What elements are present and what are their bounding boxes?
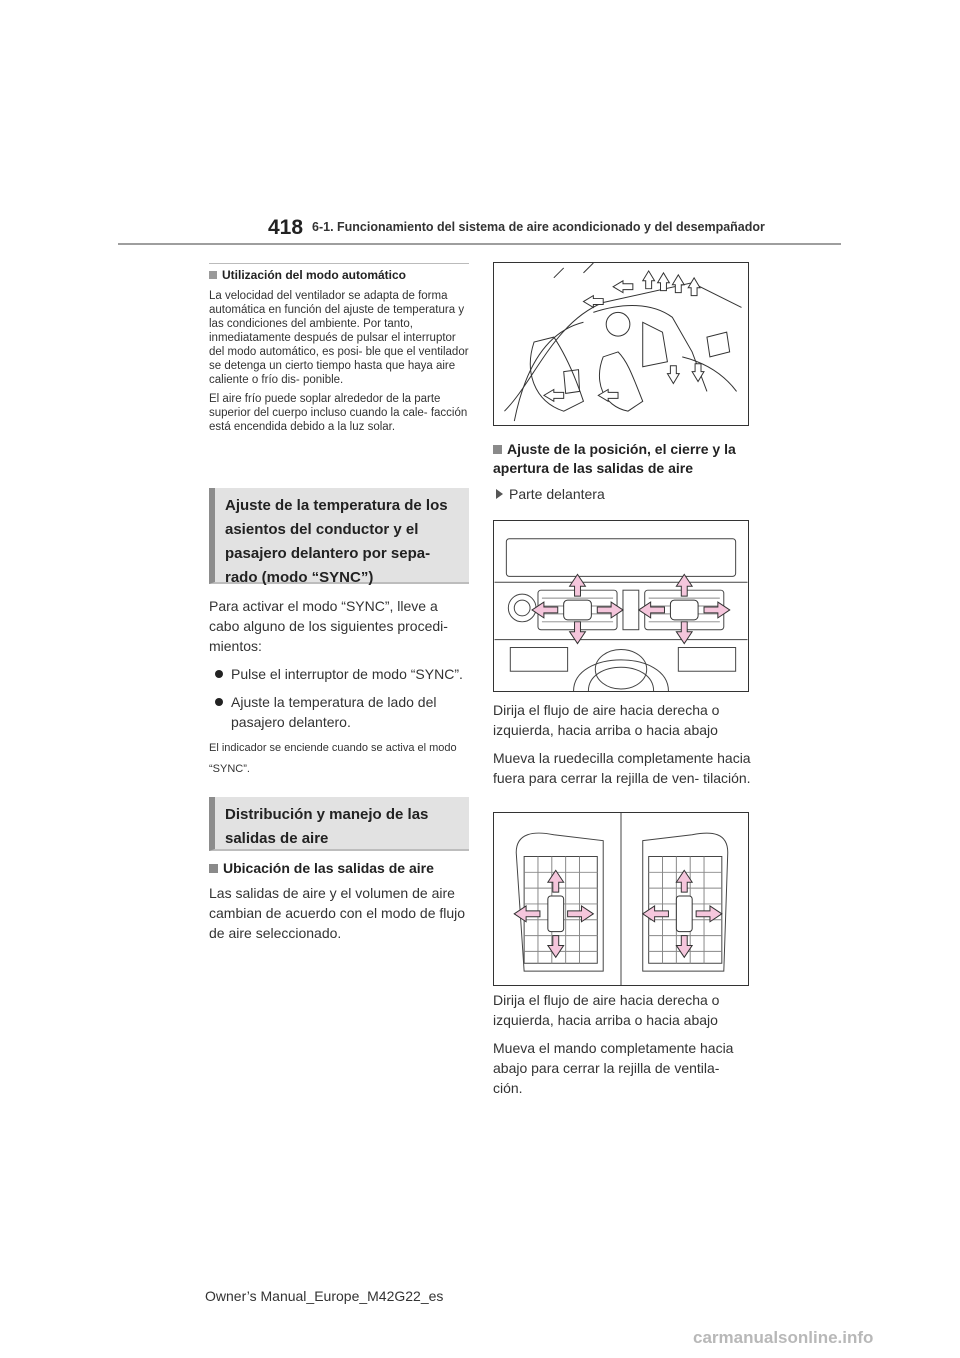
- arrow-left-icon: [583, 296, 603, 308]
- sync-bullet-2: Ajuste la temperatura de lado del pasajero delantero.: [213, 692, 473, 732]
- sync-block: [209, 596, 469, 780]
- arrow-up-icon: [570, 574, 586, 596]
- side-close-text: Mueva el mando completamente hacia abajo para cerrar la rejilla de ventila- ción.: [493, 1040, 734, 1096]
- sync-section-heading: [209, 488, 469, 584]
- vent-knob: [676, 896, 692, 932]
- square-bullet-icon: [493, 445, 502, 454]
- square-bullet-icon: [209, 271, 217, 279]
- sync-note: El indicador se enciende cuando se activa el modo “SYNC”.: [209, 742, 457, 775]
- arrow-up-icon: [548, 870, 564, 892]
- vent-knob: [564, 600, 592, 620]
- adjust-heading: [493, 440, 751, 478]
- footer-text: Owner’s Manual_Europe_M42G22_es: [205, 1288, 444, 1304]
- arrow-up-icon: [688, 278, 700, 296]
- front-direct-text: Dirija el flujo de aire hacia derecha o izquierda, hacia arriba o hacia abajo: [493, 702, 720, 738]
- section-title-line: rado (modo “SYNC”): [225, 569, 374, 586]
- section-title-line: pasajero delantero por sepa-: [225, 545, 431, 562]
- arrow-left-icon: [639, 602, 665, 618]
- arrow-down-icon: [548, 936, 564, 958]
- arrow-down-icon: [676, 622, 692, 644]
- arrow-down-icon: [570, 622, 586, 644]
- side-instructions: [493, 990, 751, 1098]
- arrow-down-icon: [667, 366, 679, 384]
- chapter-title: 6-1. Funcionamiento del sistema de aire acondicionado y del desempañador: [312, 220, 765, 234]
- auto-mode-block: [209, 268, 469, 434]
- auto-mode-note: El aire frío puede soplar alrededor de la parte superior del cuerpo incluso cuando la cale- facción está encendida debido a la luz solar.: [209, 393, 468, 433]
- section-title-line: asientos del conductor y el: [225, 521, 419, 538]
- arrow-left-icon: [598, 389, 618, 401]
- header-divider: [118, 243, 841, 245]
- arrow-up-icon: [643, 271, 655, 289]
- adjust-heading-text: Ajuste de la posición, el cierre y la apertura de las salidas de aire: [493, 441, 736, 476]
- watermark: carmanualsonline.info: [693, 1328, 874, 1347]
- location-heading: Ubicación de las salidas de aire: [209, 859, 469, 878]
- arrow-up-icon: [676, 574, 692, 596]
- subheading-rule: [209, 263, 469, 264]
- arrow-left-icon: [613, 281, 633, 293]
- auto-mode-paragraph: La velocidad del ventilador se adapta de forma automática en función del ajuste de temperatura y las condiciones del ambiente. Por tanto, inmediatamente después de pulsar el interruptor del modo automático, es posi- ble que el ventilador se detenga un cierto tiempo hasta que haya aire caliente o frío dis- ponible.: [209, 290, 469, 386]
- arrow-left-icon: [544, 389, 564, 401]
- side-vents-illustration: [493, 812, 749, 986]
- location-block: [209, 859, 469, 943]
- outlets-section-heading: [209, 797, 469, 851]
- front-close-text: Mueva la ruedecilla completamente hacia fuera para cerrar la rejilla de ven- tilación.: [493, 750, 751, 786]
- location-paragraph: Las salidas de aire y el volumen de aire cambian de acuerdo con el modo de flujo de aire seleccionado.: [209, 885, 466, 941]
- dashboard-outline: [504, 283, 741, 411]
- vent-knob: [670, 600, 698, 620]
- front-label: Parte delantera: [493, 484, 767, 504]
- section-title-line: salidas de aire: [225, 830, 329, 847]
- front-vents-illustration: [493, 520, 749, 692]
- arrow-right-icon: [597, 602, 623, 618]
- gear-selector: [595, 649, 646, 689]
- square-bullet-icon: [209, 864, 218, 873]
- cabin-air-outlets-illustration: [493, 262, 749, 426]
- sync-intro: Para activar el modo “SYNC”, lleve a cabo alguno de los siguientes procedi- mientos:: [209, 598, 448, 654]
- arrow-up-icon: [672, 275, 684, 293]
- side-direct-text: Dirija el flujo de aire hacia derecha o izquierda, hacia arriba o hacia abajo: [493, 992, 720, 1028]
- front-instructions: [493, 700, 751, 788]
- auto-mode-heading: Utilización del modo automático: [209, 268, 469, 283]
- section-title-line: Ajuste de la temperatura de los: [225, 497, 448, 514]
- sync-bullet-1: Pulse el interruptor de modo “SYNC”.: [213, 664, 473, 684]
- arrow-right-icon: [704, 602, 730, 618]
- display-panel: [506, 539, 735, 577]
- vent-knob: [548, 896, 564, 932]
- section-title-line: Distribución y manejo de las: [225, 806, 429, 823]
- passenger-seat: [599, 352, 642, 411]
- page-number: 418: [268, 216, 304, 239]
- control-knob: [508, 594, 536, 622]
- driver-seat: [530, 337, 583, 411]
